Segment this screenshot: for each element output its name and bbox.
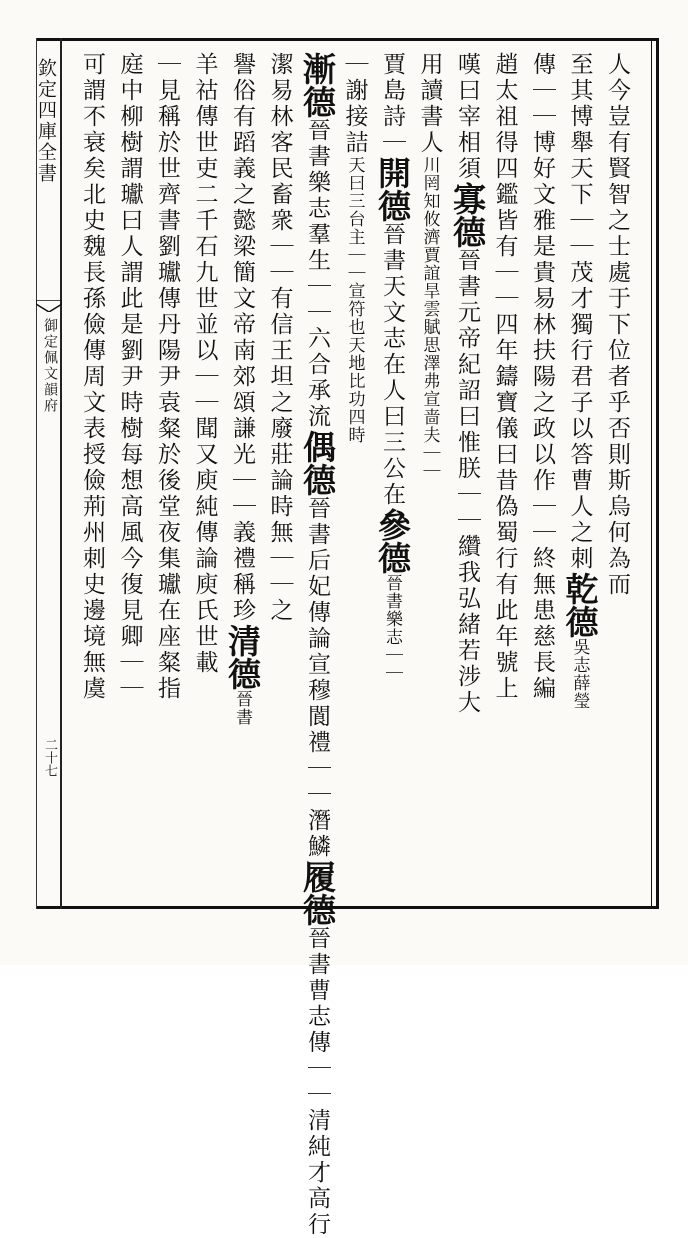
text-column	[150, 52, 184, 902]
margin-book-title: 御定佩文韻府	[42, 318, 58, 414]
body-text: 譽俗有蹈義之懿梁簡文帝南郊頌謙光｜｜義禮稱珍	[229, 52, 255, 624]
text-column	[223, 52, 262, 902]
annotation-text: 天地比功四時	[344, 336, 365, 444]
margin-title: 欽定四庫全書	[35, 58, 57, 184]
annotation-text: 晉書樂志｜｜	[382, 574, 402, 682]
text-column	[560, 52, 600, 902]
margin-rule	[60, 38, 62, 909]
body-text: 賈島詩｜	[379, 52, 405, 156]
text-column	[488, 52, 522, 902]
body-text: 羊祜傳世吏二千石九世並以｜｜聞又庾純傳論庾氏世載	[191, 52, 218, 676]
headword: 偶德	[298, 430, 337, 496]
body-text: 晉書后妃傳論宣穆閬禮｜｜潛鱗	[304, 496, 330, 860]
frame-right-inner-border	[651, 38, 652, 909]
annotation-text: 吳志薛瑩	[569, 638, 590, 710]
text-column	[263, 52, 297, 902]
annotation-text: 天曰三台主｜｜宣符也	[344, 156, 365, 336]
body-text: 傳｜｜博好文雅是貴易林扶陽之政以作｜｜終無患慈長編	[529, 52, 555, 702]
text-column	[75, 52, 109, 902]
text-column	[373, 52, 412, 902]
page-number: 二十七	[42, 738, 57, 777]
text-column	[298, 52, 337, 1238]
text-column	[525, 52, 559, 902]
headword: 履德	[298, 860, 337, 926]
body-text: 至其博舉天下｜｜茂才獨行君子以答曹人之刺	[566, 52, 593, 572]
text-column	[600, 52, 634, 902]
headword: 寡德	[448, 182, 487, 248]
headword: 開德	[373, 156, 412, 222]
body-text: 嘆曰宰相須	[454, 52, 480, 182]
annotation-text: 晉書	[232, 690, 252, 726]
text-column	[413, 52, 447, 902]
text-column	[448, 52, 487, 902]
frame-top-border	[36, 38, 658, 41]
body-text: 趙太祖得四鑑皆有｜｜四年鑄寶儀曰昔偽蜀行有此年號上	[491, 52, 518, 702]
text-column	[188, 52, 222, 902]
body-text: ｜謝接詰	[341, 52, 368, 156]
body-text: ｜見稱於世齊書劉瓛傳丹陽尹袁粲於後堂夜集瓛在座粲指	[154, 52, 180, 702]
text-column	[338, 52, 372, 902]
body-text: 潔易林客民畜衆｜｜有信王坦之廢莊論時無｜｜之	[266, 52, 293, 624]
body-text: 晉書樂志羣生｜｜六合承流	[304, 118, 330, 430]
headword: 參德	[373, 508, 412, 574]
headword: 乾德	[560, 572, 600, 638]
body-text: 晉書天文志在人曰三公在	[379, 222, 405, 508]
headword: 漸德	[298, 52, 337, 118]
body-text: 可謂不衰矣北史魏長孫儉傳周文表授儉荊州刺史邊境無虞	[79, 52, 105, 702]
fishtail-mark-icon	[36, 300, 62, 312]
frame-right-border	[656, 38, 659, 909]
annotation-text: 川罔知攸濟賈誼旱雲賦思澤弗宣啬夫｜｜	[419, 156, 440, 480]
body-text: 晉書元帝紀詔曰惟朕｜｜纘我弘緒若涉大	[454, 248, 480, 716]
body-text: 庭中柳樹謂瓛曰人謂此是劉尹時樹每想高風今復見卿｜｜	[116, 52, 143, 702]
body-text: 用讀書人	[416, 52, 443, 156]
body-text: 晉書曹志傳｜｜清純才高行	[304, 926, 330, 1238]
headword: 清德	[223, 624, 262, 690]
frame-bottom-border	[36, 906, 658, 909]
body-text: 人今豈有賢智之士處于下位者乎否則斯烏何為而	[604, 52, 630, 598]
text-column	[113, 52, 147, 902]
